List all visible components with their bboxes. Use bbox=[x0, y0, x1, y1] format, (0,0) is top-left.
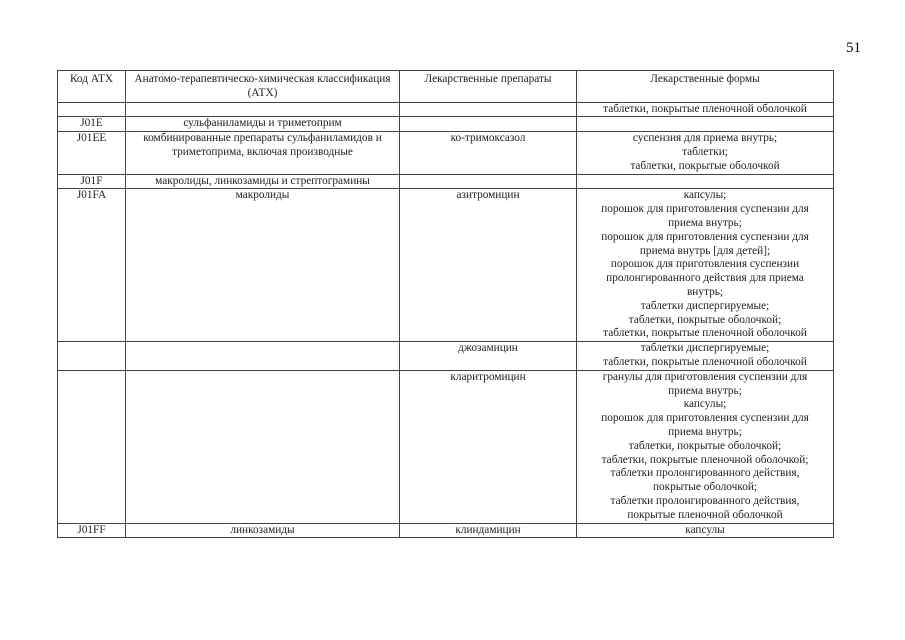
cell-drug bbox=[400, 102, 577, 117]
form-line: покрытые пленочной оболочкой bbox=[627, 508, 783, 521]
table-body bbox=[58, 102, 834, 538]
form-line: таблетки пролонгированного действия, bbox=[610, 467, 800, 480]
form-line: капсулы bbox=[685, 523, 725, 536]
header-forms: Лекарственные формы bbox=[577, 71, 834, 103]
cell-classification: сульфаниламиды и триметоприм bbox=[126, 117, 400, 132]
form-line: таблетки диспергируемые; bbox=[640, 299, 770, 312]
form-line: таблетки, покрытые пленочной оболочкой bbox=[603, 355, 807, 368]
atx-table bbox=[57, 70, 834, 538]
cell-classification bbox=[126, 102, 400, 117]
header-classification: Анатомо-терапевтическо-химическая классификация (АТХ) bbox=[126, 71, 400, 103]
form-line: таблетки, покрытые оболочкой; bbox=[628, 313, 782, 326]
form-line: суспензия для приема внутрь; bbox=[632, 132, 778, 145]
form-line: приема внутрь; bbox=[668, 425, 742, 438]
cell-forms bbox=[577, 132, 834, 174]
table-header-row bbox=[58, 71, 834, 103]
cell-forms bbox=[577, 102, 834, 117]
form-line: покрытые оболочкой; bbox=[652, 481, 758, 494]
form-line: приема внутрь [для детей]; bbox=[639, 244, 771, 257]
cell-code bbox=[58, 370, 126, 523]
form-line: приема внутрь; bbox=[668, 216, 742, 229]
form-line: таблетки, покрытые пленочной оболочкой; bbox=[601, 453, 809, 466]
form-line: порошок для приготовления суспензии bbox=[610, 258, 800, 271]
form-line: гранулы для приготовления суспензии для bbox=[602, 370, 808, 383]
cell-classification: макролиды bbox=[126, 189, 400, 342]
form-line: порошок для приготовления суспензии для bbox=[601, 230, 809, 243]
cell-code: J01FA bbox=[58, 189, 126, 342]
form-line: приема внутрь; bbox=[668, 384, 742, 397]
form-line: таблетки, покрытые оболочкой bbox=[630, 159, 780, 172]
cell-code: J01EE bbox=[58, 132, 126, 174]
cell-forms bbox=[577, 370, 834, 523]
cell-drug bbox=[400, 117, 577, 132]
cell-drug: клиндамицин bbox=[400, 523, 577, 538]
cell-drug bbox=[400, 174, 577, 189]
cell-forms bbox=[577, 189, 834, 342]
form-line: капсулы; bbox=[683, 189, 727, 202]
table-row bbox=[58, 102, 834, 117]
form-line: таблетки, покрытые оболочкой; bbox=[628, 439, 782, 452]
cell-code: J01FF bbox=[58, 523, 126, 538]
cell-forms bbox=[577, 174, 834, 189]
form-line: капсулы; bbox=[683, 398, 727, 411]
cell-drug: азитромицин bbox=[400, 189, 577, 342]
cell-code bbox=[58, 342, 126, 371]
cell-forms bbox=[577, 117, 834, 132]
cell-forms bbox=[577, 342, 834, 371]
form-line: порошок для приготовления суспензии для bbox=[601, 412, 809, 425]
table-row bbox=[58, 370, 834, 523]
cell-forms bbox=[577, 523, 834, 538]
form-line: таблетки, покрытые пленочной оболочкой bbox=[603, 102, 807, 115]
table-row bbox=[58, 174, 834, 189]
cell-drug: ко-тримоксазол bbox=[400, 132, 577, 174]
header-drugs: Лекарственные препараты bbox=[400, 71, 577, 103]
cell-drug: кларитромицин bbox=[400, 370, 577, 523]
cell-code: J01F bbox=[58, 174, 126, 189]
form-line: внутрь; bbox=[686, 285, 724, 298]
cell-classification: линкозамиды bbox=[126, 523, 400, 538]
table-row bbox=[58, 132, 834, 174]
form-line: таблетки, покрытые пленочной оболочкой bbox=[603, 327, 807, 340]
table-row bbox=[58, 523, 834, 538]
page-number: 51 bbox=[846, 40, 861, 56]
table-row bbox=[58, 117, 834, 132]
cell-classification bbox=[126, 342, 400, 371]
cell-classification bbox=[126, 370, 400, 523]
cell-code bbox=[58, 102, 126, 117]
cell-code: J01E bbox=[58, 117, 126, 132]
cell-drug: джозамицин bbox=[400, 342, 577, 371]
table-row bbox=[58, 342, 834, 371]
form-line: таблетки пролонгированного действия, bbox=[610, 494, 800, 507]
cell-classification: комбинированные препараты сульфаниламидов и триметоприма, включая производные bbox=[126, 132, 400, 174]
form-line: порошок для приготовления суспензии для bbox=[601, 203, 809, 216]
table-row bbox=[58, 189, 834, 342]
header-code: Код АТХ bbox=[58, 71, 126, 103]
form-line: таблетки диспергируемые; bbox=[640, 342, 770, 355]
form-line: таблетки; bbox=[682, 145, 728, 158]
form-line: пролонгированного действия для приема bbox=[606, 272, 804, 285]
cell-classification: макролиды, линкозамиды и стрептограмины bbox=[126, 174, 400, 189]
